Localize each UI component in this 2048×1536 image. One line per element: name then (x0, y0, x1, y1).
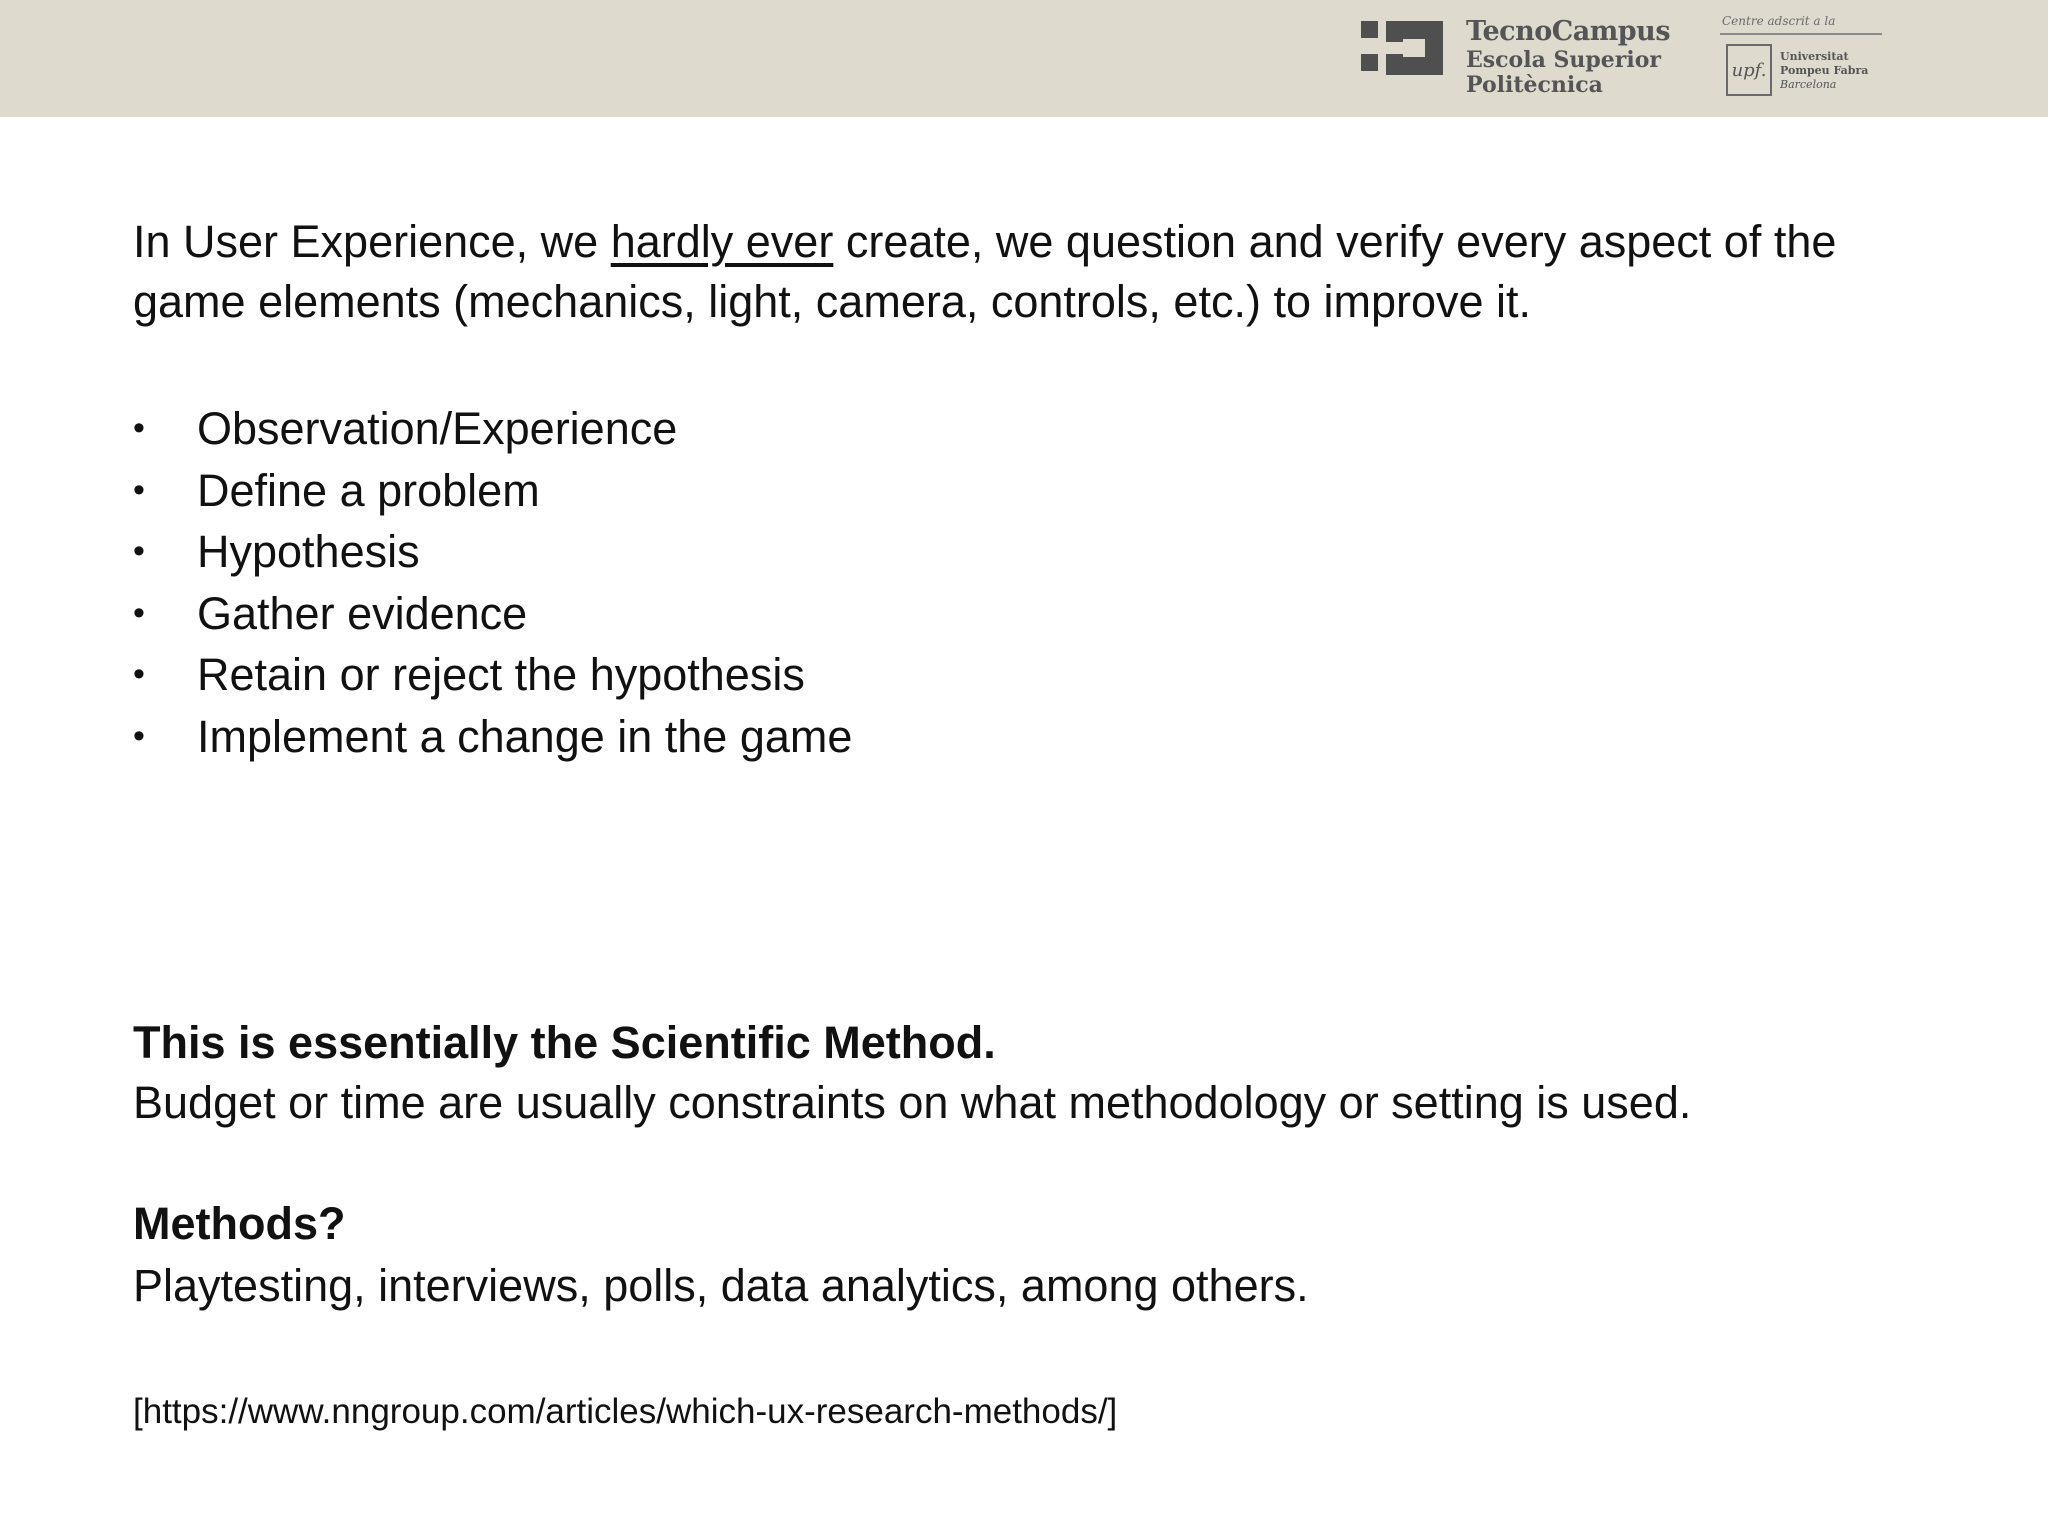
methods-body: Playtesting, interviews, polls, data analytics, among others. (133, 1260, 1309, 1311)
list-item-label: Gather evidence (197, 587, 528, 639)
list-item-label: Hypothesis (197, 526, 420, 577)
intro-text-start: In User Experience, we (133, 216, 611, 267)
header-band (0, 0, 2048, 117)
bullet-icon: • (133, 655, 145, 693)
upf-name-line2: Pompeu Fabra (1780, 64, 1869, 77)
tecnocampus-wordmark (1466, 18, 1670, 96)
intro-text-end: create, we question and verify every aspect of the game elements (mechanics, light, camera, controls, etc.) to improve it. (133, 216, 1837, 327)
methods-note (133, 1193, 1309, 1317)
scientific-method-body: Budget or time are usually constraints on what methodology or setting is used. (133, 1077, 1692, 1128)
intro-emphasis: hardly ever (610, 216, 834, 267)
upf-name (1780, 50, 1868, 92)
upf-name-line1: Universitat (1780, 50, 1849, 63)
bullet-icon: • (133, 716, 145, 755)
list-item (133, 521, 852, 583)
upf-name-line3: Barcelona (1780, 78, 1837, 91)
list-item (133, 644, 852, 706)
method-steps-list (133, 398, 852, 767)
list-item-label: Retain or reject the hypothesis (197, 649, 805, 700)
bullet-icon: • (133, 532, 145, 570)
list-item (133, 460, 852, 522)
list-item (133, 398, 852, 460)
list-item-label: Define a problem (197, 464, 540, 516)
upf-divider (1720, 33, 1882, 35)
upf-mark-icon: upf. (1726, 44, 1772, 96)
bullet-icon: • (133, 593, 145, 632)
scientific-method-note (133, 1013, 1691, 1133)
bullet-icon: • (133, 470, 145, 509)
upf-logo (1720, 14, 1884, 104)
reference-link[interactable]: [https://www.nngroup.com/articles/which-ux-research-methods/] (133, 1392, 1118, 1431)
methods-heading: Methods? (133, 1198, 346, 1249)
tecnocampus-school: Escola Superior (1466, 47, 1661, 73)
list-item (133, 706, 852, 768)
intro-paragraph (133, 212, 1933, 332)
list-item (133, 583, 852, 645)
scientific-method-heading: This is essentially the Scientific Method. (133, 1017, 996, 1068)
upf-caption: Centre adscrit a la (1722, 14, 1836, 28)
tecnocampus-faculty: Politècnica (1466, 72, 1603, 98)
tecnocampus-logo-icon (1361, 21, 1443, 75)
bullet-icon: • (133, 409, 145, 447)
list-item-label: Observation/Experience (197, 403, 678, 454)
tecnocampus-name: TecnoCampus (1466, 16, 1671, 47)
list-item-label: Implement a change in the game (197, 710, 853, 762)
